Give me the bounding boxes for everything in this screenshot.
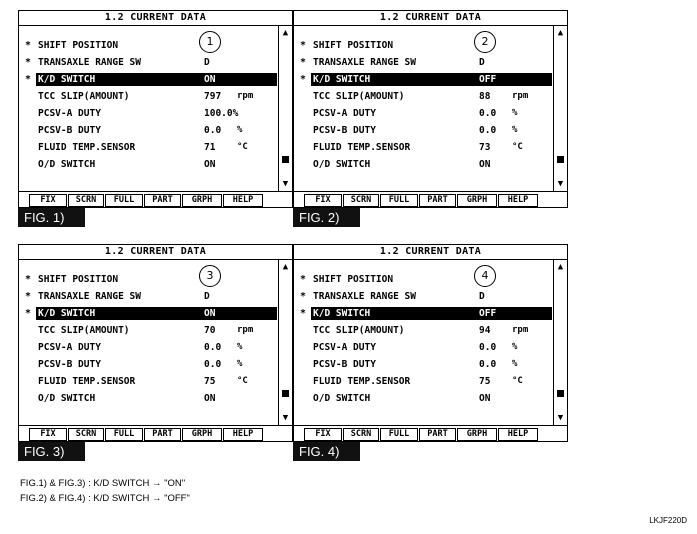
data-unit: % xyxy=(512,359,518,369)
scroll-thumb[interactable] xyxy=(557,390,564,397)
data-label: TRANSAXLE RANGE SW xyxy=(38,57,141,68)
scroll-up-arrow-icon[interactable]: ▲ xyxy=(282,28,289,38)
data-label: FLUID TEMP.SENSOR xyxy=(38,142,136,153)
function-key-bar xyxy=(19,191,292,208)
data-list xyxy=(19,37,277,173)
scroll-down-arrow-icon[interactable]: ▼ xyxy=(282,413,289,423)
fkey-grph-button[interactable]: GRPH xyxy=(182,194,222,207)
data-row[interactable] xyxy=(19,339,277,356)
data-unit: % xyxy=(237,125,243,135)
asterisk-marker-icon: * xyxy=(24,40,32,51)
data-label: TCC SLIP(AMOUNT) xyxy=(38,325,130,336)
panel-fig-4 xyxy=(293,244,568,462)
data-unit: rpm xyxy=(237,91,254,101)
function-key-bar xyxy=(294,191,567,208)
scan-tool-screen xyxy=(18,10,293,208)
fkey-part-button[interactable]: PART xyxy=(144,194,181,207)
data-label: PCSV-A DUTY xyxy=(38,342,101,353)
scroll-down-arrow-icon[interactable]: ▼ xyxy=(557,413,564,423)
scroll-up-arrow-icon[interactable]: ▲ xyxy=(557,262,564,272)
scan-tool-screen xyxy=(293,244,568,442)
fkey-scrn-button[interactable]: SCRN xyxy=(343,428,379,441)
data-value: D xyxy=(204,57,210,68)
asterisk-marker-icon: * xyxy=(299,291,307,302)
data-unit: rpm xyxy=(237,325,254,335)
asterisk-marker-icon: * xyxy=(299,74,307,85)
data-row[interactable] xyxy=(294,339,552,356)
fkey-part-button[interactable]: PART xyxy=(419,194,456,207)
data-label: FLUID TEMP.SENSOR xyxy=(313,142,411,153)
data-unit: % xyxy=(237,359,243,369)
data-label: TCC SLIP(AMOUNT) xyxy=(313,325,405,336)
data-row[interactable] xyxy=(19,356,277,373)
scroll-up-arrow-icon[interactable]: ▲ xyxy=(282,262,289,272)
scroll-down-arrow-icon[interactable]: ▼ xyxy=(557,179,564,189)
data-row[interactable] xyxy=(19,156,277,173)
data-label: TRANSAXLE RANGE SW xyxy=(313,291,416,302)
data-list xyxy=(294,271,552,407)
data-list xyxy=(19,271,277,407)
scroll-thumb[interactable] xyxy=(282,390,289,397)
data-label: PCSV-B DUTY xyxy=(313,359,376,370)
image-code: LKJF220D xyxy=(649,516,687,525)
data-value: D xyxy=(479,57,485,68)
data-value: 73 xyxy=(479,142,491,153)
data-unit: °C xyxy=(512,376,523,386)
fkey-scrn-button[interactable]: SCRN xyxy=(343,194,379,207)
fkey-help-button[interactable]: HELP xyxy=(498,194,538,207)
fkey-grph-button[interactable]: GRPH xyxy=(182,428,222,441)
data-row[interactable] xyxy=(294,71,552,88)
fkey-help-button[interactable]: HELP xyxy=(498,428,538,441)
data-value: 0.0 xyxy=(479,108,497,119)
data-row[interactable] xyxy=(294,322,552,339)
data-label: FLUID TEMP.SENSOR xyxy=(38,376,136,387)
data-label: O/D SWITCH xyxy=(38,393,96,404)
function-key-bar xyxy=(19,425,292,442)
scrollbar[interactable] xyxy=(278,26,292,191)
fkey-help-button[interactable]: HELP xyxy=(223,194,263,207)
data-row[interactable] xyxy=(294,88,552,105)
data-row[interactable] xyxy=(19,105,277,122)
data-value: OFF xyxy=(479,308,497,319)
data-label: O/D SWITCH xyxy=(38,159,96,170)
data-unit: % xyxy=(237,342,243,352)
data-row[interactable] xyxy=(19,37,277,54)
figure-number-circle: 1 xyxy=(199,31,221,53)
caption-off: FIG.2) & FIG.4) : K/D SWITCH → "OFF" xyxy=(20,493,190,504)
data-value: 0.0 xyxy=(479,125,497,136)
data-label: FLUID TEMP.SENSOR xyxy=(313,376,411,387)
data-row[interactable] xyxy=(294,122,552,139)
fkey-full-button[interactable]: FULL xyxy=(105,428,143,441)
data-label: K/D SWITCH xyxy=(313,74,371,85)
data-label: PCSV-A DUTY xyxy=(313,342,376,353)
data-unit: rpm xyxy=(512,325,529,335)
fkey-part-button[interactable]: PART xyxy=(419,428,456,441)
scroll-thumb[interactable] xyxy=(282,156,289,163)
fkey-fix-button[interactable]: FIX xyxy=(29,428,67,441)
data-value: 0.0 xyxy=(204,342,222,353)
asterisk-marker-icon: * xyxy=(24,291,32,302)
data-label: PCSV-B DUTY xyxy=(313,125,376,136)
data-row[interactable] xyxy=(19,271,277,288)
data-row[interactable] xyxy=(294,37,552,54)
data-label: K/D SWITCH xyxy=(38,308,96,319)
data-value: 94 xyxy=(479,325,491,336)
screen-title: 1.2 CURRENT DATA xyxy=(294,245,567,260)
screen-title: 1.2 CURRENT DATA xyxy=(19,245,292,260)
data-label: PCSV-B DUTY xyxy=(38,125,101,136)
fkey-fix-button[interactable]: FIX xyxy=(304,428,342,441)
scan-tool-screen xyxy=(293,10,568,208)
fkey-scrn-button[interactable]: SCRN xyxy=(68,428,104,441)
fkey-fix-button[interactable]: FIX xyxy=(304,194,342,207)
fkey-full-button[interactable]: FULL xyxy=(380,194,418,207)
data-row[interactable] xyxy=(19,373,277,390)
data-value: 0.0 xyxy=(479,342,497,353)
data-label: O/D SWITCH xyxy=(313,393,371,404)
data-row[interactable] xyxy=(294,156,552,173)
asterisk-marker-icon: * xyxy=(299,308,307,319)
asterisk-marker-icon: * xyxy=(24,308,32,319)
figure-label: FIG. 4) xyxy=(293,442,360,461)
data-value: ON xyxy=(479,159,491,170)
data-label: PCSV-A DUTY xyxy=(38,108,101,119)
data-unit: % xyxy=(512,108,518,118)
asterisk-marker-icon: * xyxy=(24,274,32,285)
asterisk-marker-icon: * xyxy=(299,274,307,285)
asterisk-marker-icon: * xyxy=(24,57,32,68)
data-value: 75 xyxy=(204,376,216,387)
data-label: PCSV-B DUTY xyxy=(38,359,101,370)
screen-title: 1.2 CURRENT DATA xyxy=(19,11,292,26)
scrollbar[interactable] xyxy=(553,260,567,425)
fkey-fix-button[interactable]: FIX xyxy=(29,194,67,207)
data-value: OFF xyxy=(479,74,497,85)
fkey-grph-button[interactable]: GRPH xyxy=(457,428,497,441)
data-label: TRANSAXLE RANGE SW xyxy=(38,291,141,302)
data-value: 100.0% xyxy=(204,108,239,119)
asterisk-marker-icon: * xyxy=(299,40,307,51)
panel-fig-3 xyxy=(18,244,293,462)
data-label: SHIFT POSITION xyxy=(38,274,119,285)
data-row[interactable] xyxy=(19,390,277,407)
asterisk-marker-icon: * xyxy=(299,57,307,68)
fkey-help-button[interactable]: HELP xyxy=(223,428,263,441)
data-value: 797 xyxy=(204,91,222,102)
data-label: SHIFT POSITION xyxy=(313,40,394,51)
fkey-full-button[interactable]: FULL xyxy=(380,428,418,441)
data-value: 75 xyxy=(479,376,491,387)
data-label: O/D SWITCH xyxy=(313,159,371,170)
panel-fig-1 xyxy=(18,10,293,228)
data-row[interactable] xyxy=(294,373,552,390)
data-label: K/D SWITCH xyxy=(313,308,371,319)
data-value: ON xyxy=(204,308,216,319)
data-value: 71 xyxy=(204,142,216,153)
data-list xyxy=(294,37,552,173)
data-value: 0.0 xyxy=(479,359,497,370)
figure-label: FIG. 2) xyxy=(293,208,360,227)
data-label: SHIFT POSITION xyxy=(38,40,119,51)
data-label: K/D SWITCH xyxy=(38,74,96,85)
fkey-scrn-button[interactable]: SCRN xyxy=(68,194,104,207)
fkey-full-button[interactable]: FULL xyxy=(105,194,143,207)
scrollbar[interactable] xyxy=(553,26,567,191)
figure-number-circle: 3 xyxy=(199,265,221,287)
figure-number-circle: 4 xyxy=(474,265,496,287)
data-row[interactable] xyxy=(19,322,277,339)
data-label: TRANSAXLE RANGE SW xyxy=(313,57,416,68)
data-unit: °C xyxy=(237,376,248,386)
data-row[interactable] xyxy=(294,271,552,288)
data-row[interactable] xyxy=(294,105,552,122)
data-value: 0.0 xyxy=(204,359,222,370)
figure-label: FIG. 1) xyxy=(18,208,85,227)
data-value: 88 xyxy=(479,91,491,102)
data-label: SHIFT POSITION xyxy=(313,274,394,285)
fkey-part-button[interactable]: PART xyxy=(144,428,181,441)
data-unit: °C xyxy=(512,142,523,152)
data-row[interactable] xyxy=(19,71,277,88)
data-row[interactable] xyxy=(294,356,552,373)
data-value: D xyxy=(479,291,485,302)
data-row[interactable] xyxy=(19,54,277,71)
data-row[interactable] xyxy=(294,54,552,71)
figure-label: FIG. 3) xyxy=(18,442,85,461)
scroll-thumb[interactable] xyxy=(557,156,564,163)
data-row[interactable] xyxy=(294,390,552,407)
data-row[interactable] xyxy=(19,139,277,156)
caption-on: FIG.1) & FIG.3) : K/D SWITCH → "ON" xyxy=(20,478,186,489)
data-unit: °C xyxy=(237,142,248,152)
data-row[interactable] xyxy=(294,305,552,322)
data-row[interactable] xyxy=(19,305,277,322)
panel-fig-2 xyxy=(293,10,568,228)
data-unit: % xyxy=(512,342,518,352)
data-row[interactable] xyxy=(19,122,277,139)
data-value: 0.0 xyxy=(204,125,222,136)
data-row[interactable] xyxy=(19,88,277,105)
function-key-bar xyxy=(294,425,567,442)
data-label: PCSV-A DUTY xyxy=(313,108,376,119)
scrollbar[interactable] xyxy=(278,260,292,425)
fkey-grph-button[interactable]: GRPH xyxy=(457,194,497,207)
data-value: ON xyxy=(479,393,491,404)
scan-tool-screen xyxy=(18,244,293,442)
data-value: D xyxy=(204,291,210,302)
data-unit: % xyxy=(512,125,518,135)
data-value: ON xyxy=(204,159,216,170)
data-row[interactable] xyxy=(294,288,552,305)
scroll-down-arrow-icon[interactable]: ▼ xyxy=(282,179,289,189)
scroll-up-arrow-icon[interactable]: ▲ xyxy=(557,28,564,38)
figure-number-circle: 2 xyxy=(474,31,496,53)
data-label: TCC SLIP(AMOUNT) xyxy=(313,91,405,102)
data-value: ON xyxy=(204,393,216,404)
data-value: ON xyxy=(204,74,216,85)
asterisk-marker-icon: * xyxy=(24,74,32,85)
data-row[interactable] xyxy=(19,288,277,305)
data-row[interactable] xyxy=(294,139,552,156)
data-unit: rpm xyxy=(512,91,529,101)
screen-title: 1.2 CURRENT DATA xyxy=(294,11,567,26)
data-label: TCC SLIP(AMOUNT) xyxy=(38,91,130,102)
data-value: 70 xyxy=(204,325,216,336)
